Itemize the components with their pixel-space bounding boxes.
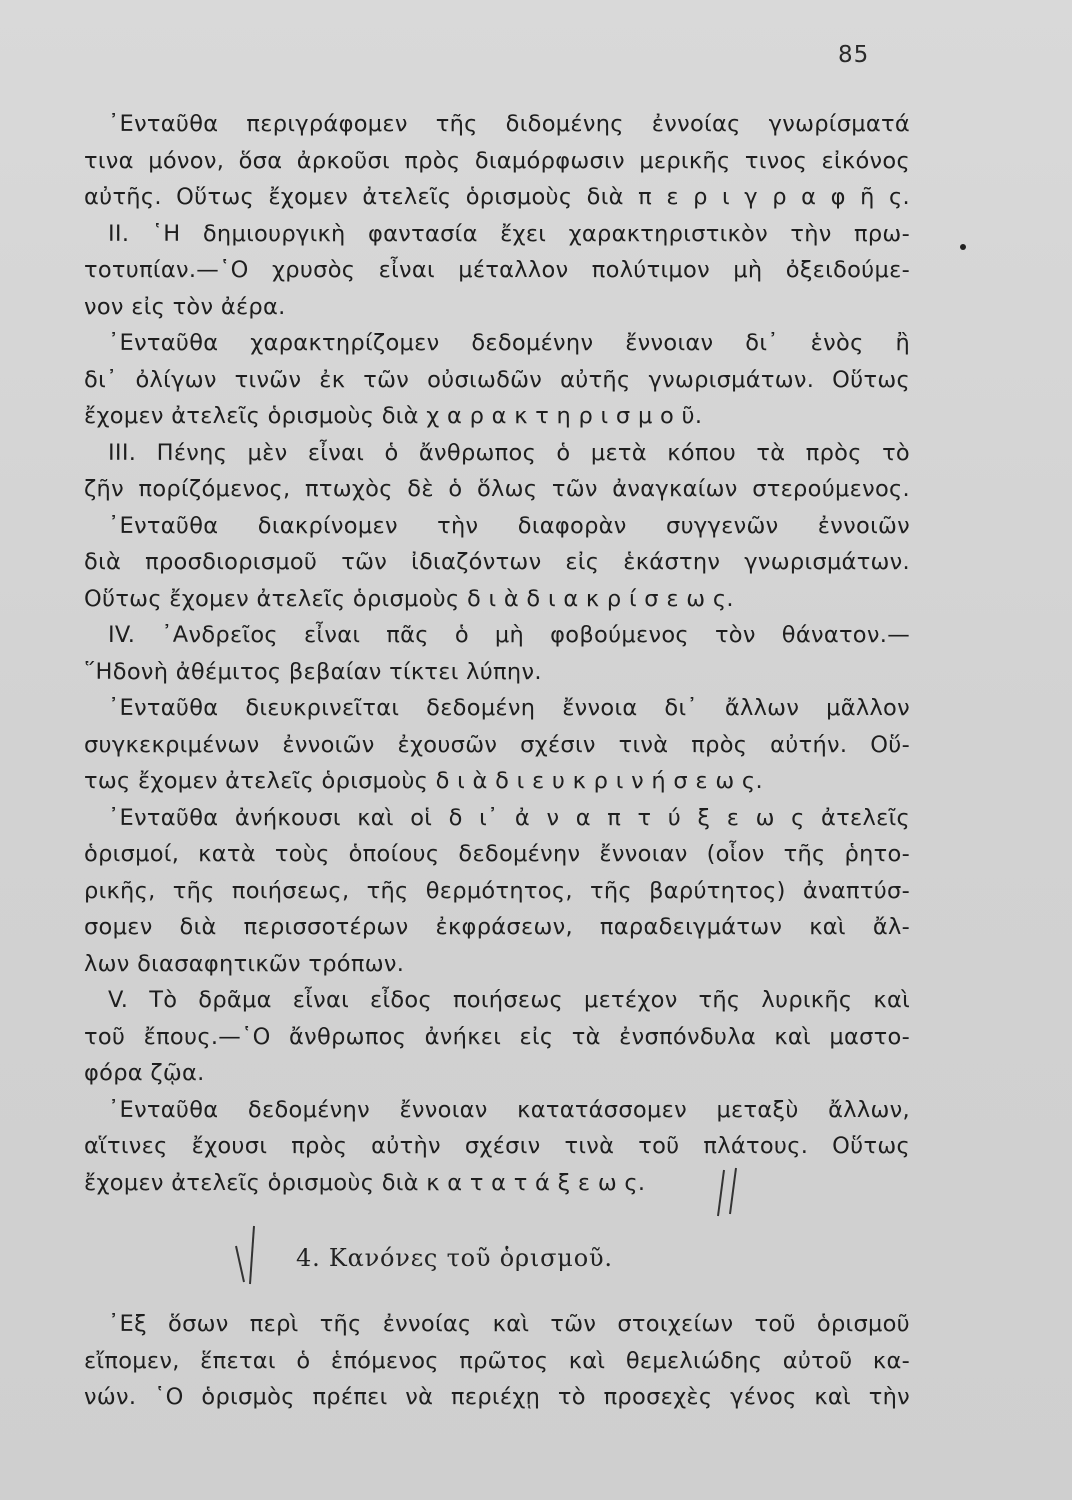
text-line: ᾿Ενταῦθα διευκρινεῖται δεδομένη ἔννοια δι᾿ ἄλλων μᾶλλον bbox=[108, 695, 910, 721]
text-line: ὁρισμοί, κατὰ τοὺς ὁποίους δεδομένην ἔννοιαν (οἷον τῆς ῥητο- bbox=[84, 841, 910, 867]
text-line: διὰ προσδιορισμοῦ τῶν ἰδιαζόντων εἰς ἑκάστην γνωρισμάτων. bbox=[84, 549, 910, 575]
text-line: τοῦ ἔπους.—῾Ο ἄνθρωπος ἀνήκει εἰς τὰ ἐνσπόνδυλα καὶ μαστο- bbox=[84, 1023, 910, 1050]
page-number: 85 bbox=[838, 42, 870, 68]
text-line: ᾿Ενταῦθα περιγράφομεν τῆς διδομένης ἐννοίας γνωρίσματά bbox=[108, 111, 910, 137]
text-line: ᾿Ενταῦθα δεδομένην ἔννοιαν κατατάσσομεν μεταξὺ ἄλλων, bbox=[108, 1096, 910, 1123]
text-line: ἔχομεν ἀτελεῖς ὁρισμοὺς διὰ κ α τ α τ ά ξ ε ω ς. bbox=[84, 1169, 646, 1196]
text-line: φόρα ζῷα. bbox=[84, 1060, 205, 1086]
text-line: Οὕτως ἔχομεν ἀτελεῖς ὁρισμοὺς δ ι ὰ δ ι α κ ρ ί σ ε ω ς. bbox=[84, 585, 734, 612]
margin-dot-mark bbox=[960, 244, 966, 250]
text-line: ᾿Ενταῦθα διακρίνομεν τὴν διαφορὰν συγγενῶν ἐννοιῶν bbox=[108, 512, 910, 539]
text-line: συγκεκριμένων ἐννοιῶν ἐχουσῶν σχέσιν τινὰ πρὸς αὐτήν. Οὕ- bbox=[84, 731, 910, 758]
section-heading: 4. Κανόνες τοῦ ὁρισμοῦ. bbox=[296, 1244, 613, 1272]
text-line: τινα μόνον, ὅσα ἀρκοῦσι πρὸς διαμόρφωσιν μερικῆς τινος εἰκόνος bbox=[84, 147, 910, 174]
text-line: τοτυπίαν.—῾Ο χρυσὸς εἶναι μέταλλον πολύτιμον μὴ ὀξειδούμε- bbox=[84, 257, 910, 283]
text-line: V. Τὸ δρᾶμα εἶναι εἶδος ποιήσεως μετέχον τῆς λυρικῆς καὶ bbox=[108, 987, 910, 1013]
text-line: ἔχομεν ἀτελεῖς ὁρισμοὺς διὰ χ α ρ α κ τ η ρ ι σ μ ο ῦ. bbox=[84, 403, 703, 429]
text-line: τως ἔχομεν ἀτελεῖς ὁρισμοὺς δ ι ὰ δ ι ε υ κ ρ ι ν ή σ ε ω ς. bbox=[84, 768, 763, 794]
text-line: ζῆν πορίζόμενος, πτωχὸς δὲ ὁ ὅλως τῶν ἀναγκαίων στερούμενος. bbox=[84, 476, 910, 502]
text-line: ᾿Ενταῦθα ἀνήκουσι καὶ οἱ δ ι᾿ ἀ ν α π τ ύ ξ ε ω ς ἀτελεῖς bbox=[108, 804, 910, 831]
text-line: ρικῆς, τῆς ποιήσεως, τῆς θερμότητος, τῆς βαρύτητος) ἀναπτύσ- bbox=[84, 877, 910, 904]
text-line: αὐτῆς. Οὕτως ἔχομεν ἀτελεῖς ὁρισμοὺς διὰ π ε ρ ι γ ρ α φ ῆ ς. bbox=[84, 184, 910, 210]
text-line: ῞Ηδονὴ ἀθέμιτος βεβαίαν τίκτει λύπην. bbox=[84, 658, 542, 685]
pencil-mark-icon bbox=[712, 1164, 742, 1224]
text-line: IV. ᾿Ανδρεῖος εἶναι πᾶς ὁ μὴ φοβούμενος τὸν θάνατον.— bbox=[108, 622, 910, 648]
text-line: εἴπομεν, ἕπεται ὁ ἑπόμενος πρῶτος καὶ θεμελιώδης αὐτοῦ κα- bbox=[84, 1347, 910, 1374]
pencil-mark-icon bbox=[228, 1222, 264, 1288]
text-line: νον εἰς τὸν ἀέρα. bbox=[84, 293, 286, 320]
text-line: νών. ῾Ο ὁρισμὸς πρέπει νὰ περιέχῃ τὸ προσεχὲς γένος καὶ τὴν bbox=[84, 1384, 910, 1410]
text-line: ᾿Ενταῦθα χαρακτηρίζομεν δεδομένην ἔννοιαν δι᾿ ἑνὸς ἢ bbox=[108, 330, 910, 356]
text-line: δι᾿ ὀλίγων τινῶν ἐκ τῶν οὐσιωδῶν αὐτῆς γνωρισμάτων. Οὕτως bbox=[84, 366, 910, 393]
text-line: αἵτινες ἔχουσι πρὸς αὐτὴν σχέσιν τινὰ τοῦ πλάτους. Οὕτως bbox=[84, 1133, 910, 1159]
section-text bbox=[84, 1306, 910, 1416]
text-line: ᾿Εξ ὅσων περὶ τῆς ἐννοίας καὶ τῶν στοιχείων τοῦ ὁρισμοῦ bbox=[108, 1311, 910, 1337]
text-line: ΙΙΙ. Πένης μὲν εἶναι ὁ ἄνθρωπος ὁ μετὰ κόπου τὰ πρὸς τὸ bbox=[108, 439, 910, 466]
text-line: ΙΙ. ῾Η δημιουργικὴ φαντασία ἔχει χαρακτηριστικὸν τὴν πρω- bbox=[108, 220, 910, 247]
text-line: λων διασαφητικῶν τρόπων. bbox=[84, 950, 405, 977]
text-line: σομεν διὰ περισσοτέρων ἐκφράσεων, παραδειγμάτων καὶ ἄλ- bbox=[84, 914, 910, 940]
main-text bbox=[84, 106, 910, 1201]
